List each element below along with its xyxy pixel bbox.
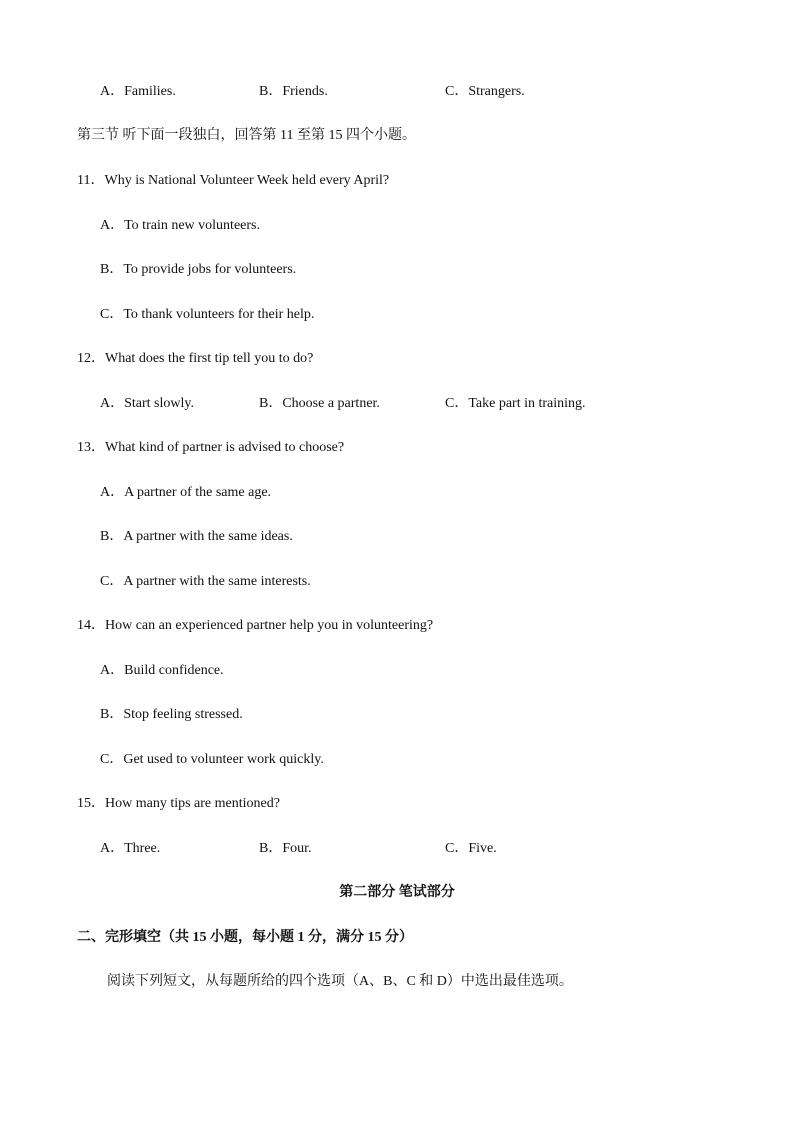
- q11-option-c: C．To thank volunteers for their help.: [100, 307, 315, 322]
- q13-option-b: B．A partner with the same ideas.: [100, 529, 293, 544]
- question-11: 11．Why is National Volunteer Week held every April?: [77, 173, 390, 188]
- cloze-instruction: 阅读下列短文，从每题所给的四个选项（A、B、C 和 D）中选出最佳选项。: [107, 974, 573, 989]
- question-14: 14．How can an experienced partner help you in volunteering?: [77, 618, 434, 633]
- q14-option-c: C．Get used to volunteer work quickly.: [100, 752, 324, 767]
- question-12: 12．What does the first tip tell you to do?: [77, 351, 314, 366]
- q11-option-a: A．To train new volunteers.: [100, 218, 260, 233]
- q13-option-a: A．A partner of the same age.: [100, 485, 272, 500]
- cloze-heading: 二、完形填空（共 15 小题，每小题 1 分，满分 15 分）: [77, 930, 413, 945]
- part2-title: 第二部分 笔试部分: [339, 885, 455, 900]
- question-13: 13．What kind of partner is advised to choose?: [77, 440, 345, 455]
- question-15: 15．How many tips are mentioned?: [77, 796, 280, 811]
- q10-option-b: B．Friends.: [259, 84, 328, 99]
- q12-option-c: C．Take part in training.: [445, 396, 586, 411]
- q15-option-b: B．Four.: [259, 841, 312, 856]
- q10-option-c: C．Strangers.: [445, 84, 525, 99]
- q13-option-c: C．A partner with the same interests.: [100, 574, 311, 589]
- q11-option-b: B．To provide jobs for volunteers.: [100, 262, 297, 277]
- q15-option-a: A．Three.: [100, 841, 161, 856]
- q12-option-b: B．Choose a partner.: [259, 396, 380, 411]
- q10-option-a: A．Families.: [100, 84, 176, 99]
- q14-option-b: B．Stop feeling stressed.: [100, 707, 243, 722]
- section3-heading: 第三节 听下面一段独白，回答第 11 至第 15 四个小题。: [77, 128, 416, 143]
- q15-option-c: C．Five.: [445, 841, 497, 856]
- q12-option-a: A．Start slowly.: [100, 396, 194, 411]
- q14-option-a: A．Build confidence.: [100, 663, 224, 678]
